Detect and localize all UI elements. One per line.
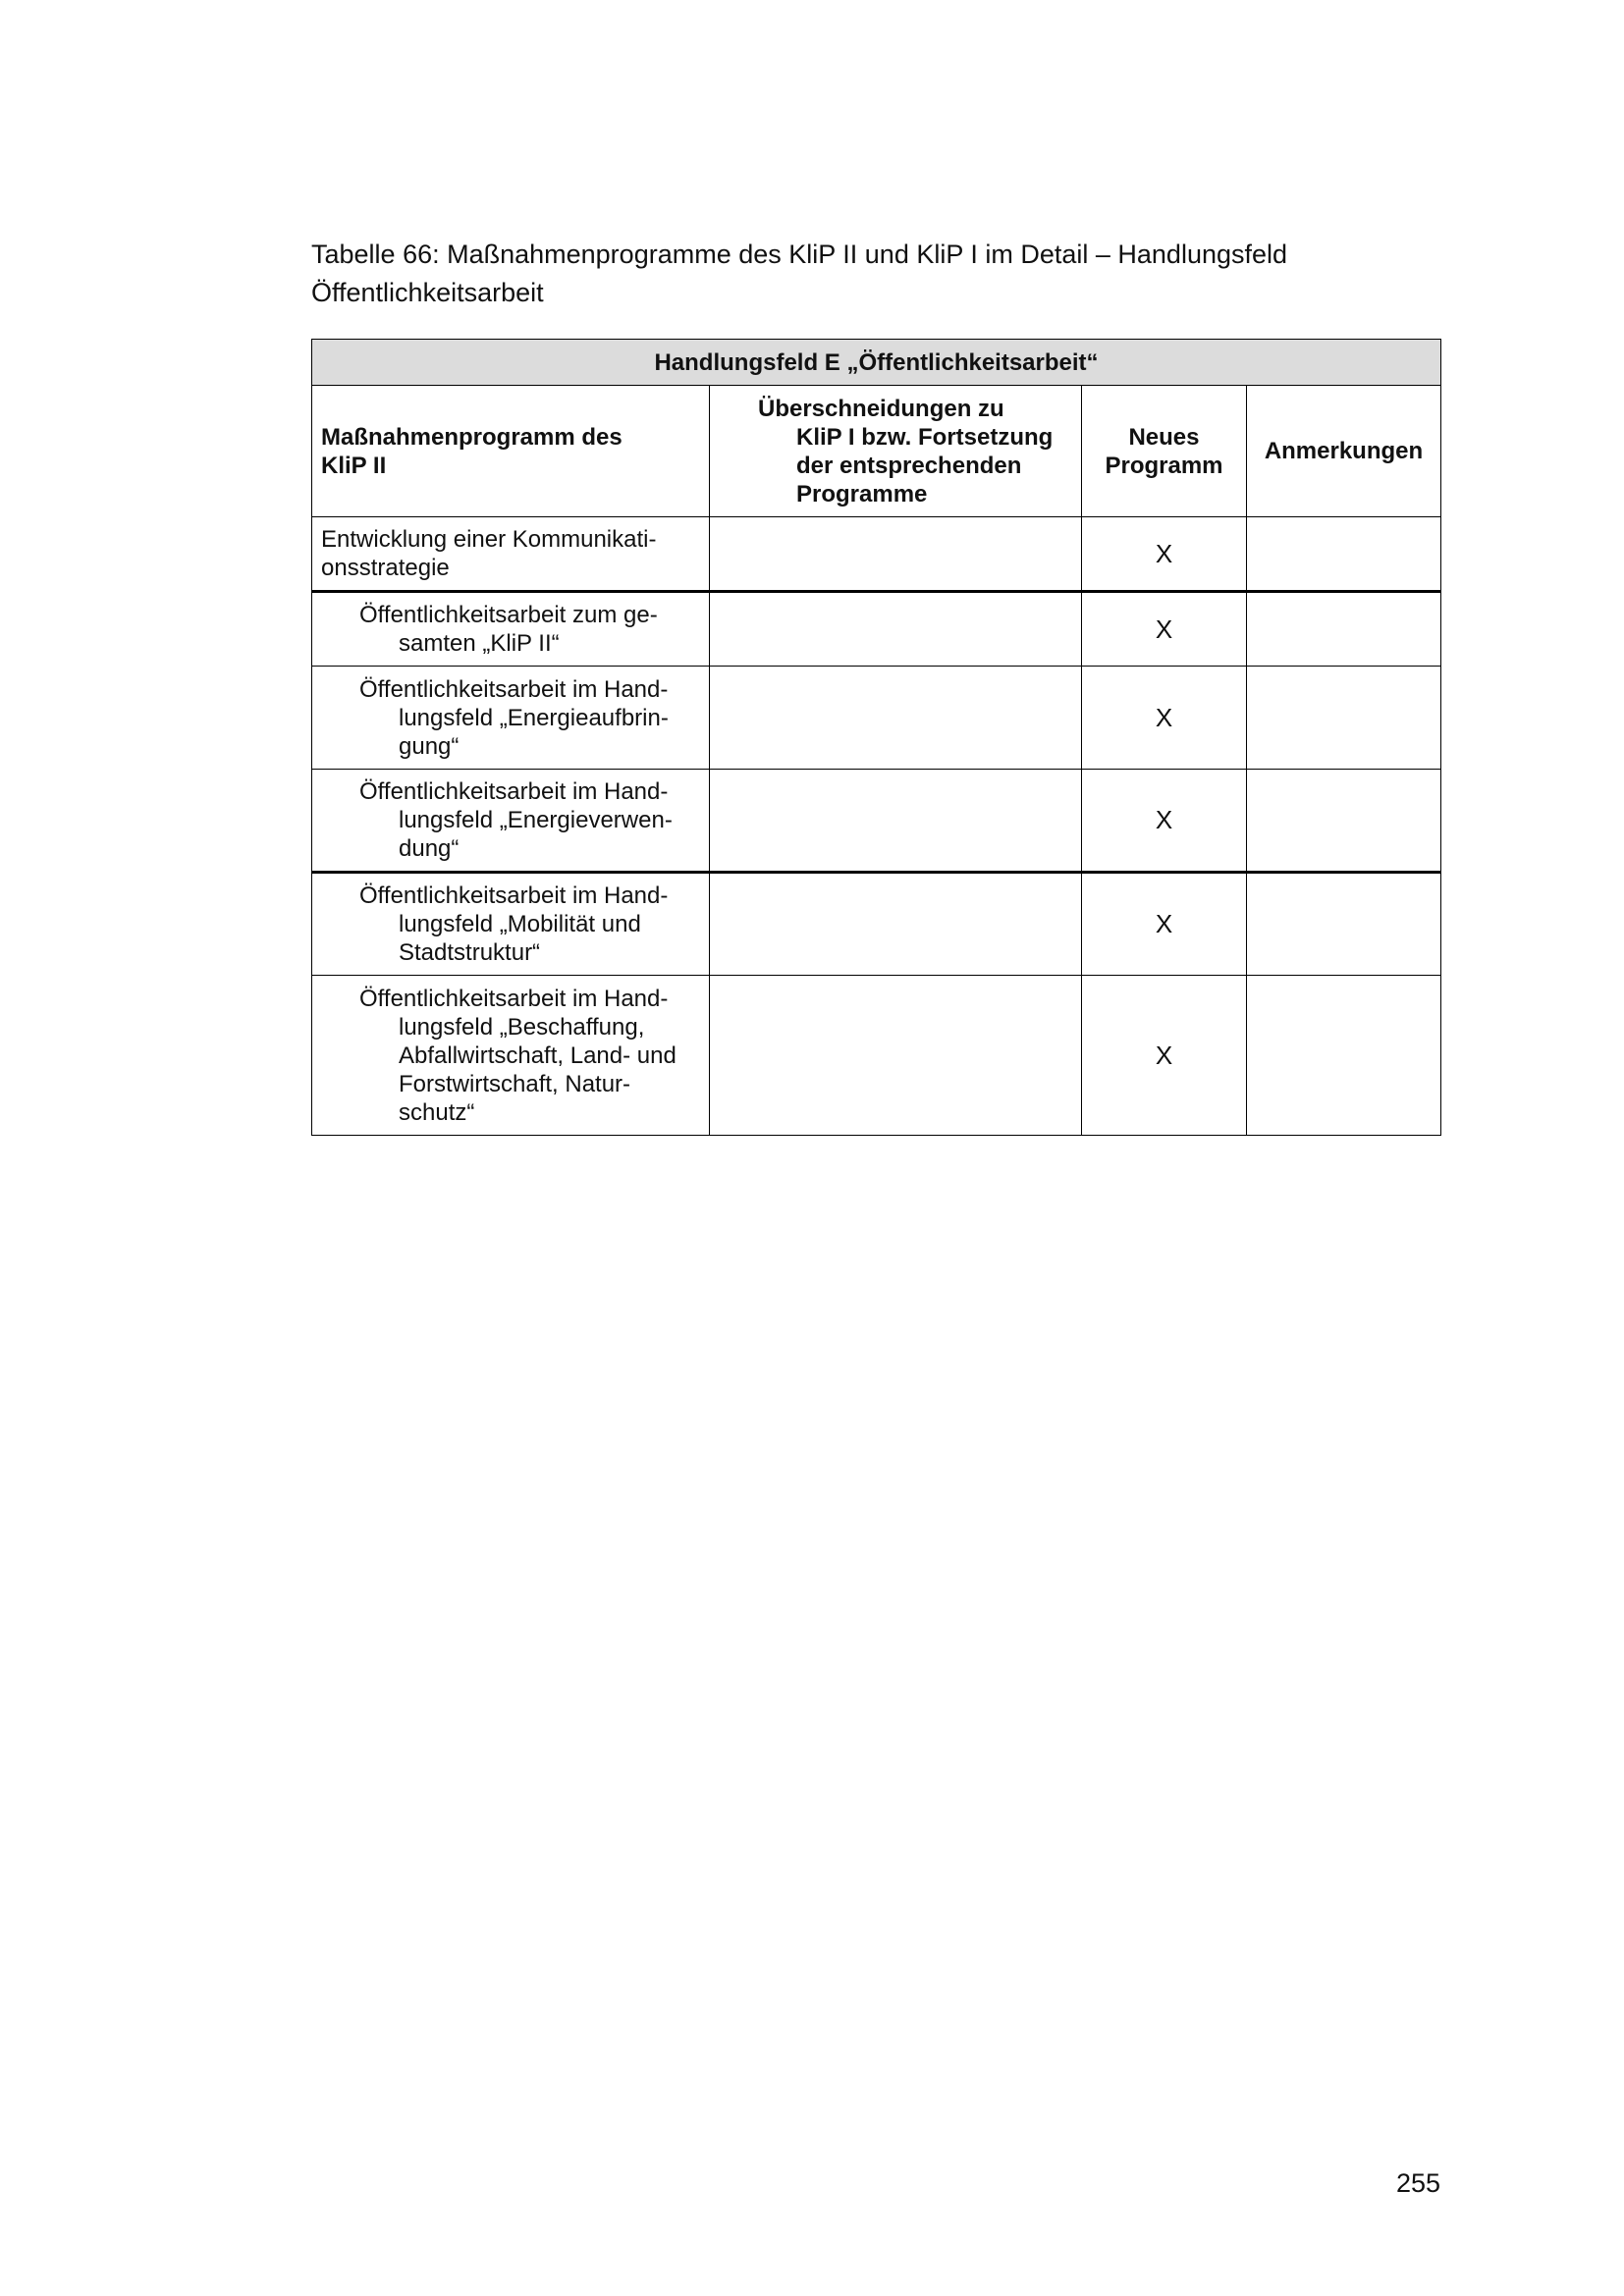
overlap-cell (710, 667, 1082, 770)
notes-cell (1247, 976, 1441, 1136)
table-row (312, 770, 1441, 873)
new-programme-mark: X (1082, 976, 1247, 1136)
new-programme-mark: X (1082, 592, 1247, 667)
table-row (312, 667, 1441, 770)
new-programme-mark: X (1082, 667, 1247, 770)
programme-cell: Öffentlichkeitsarbeit im Hand- lungsfeld „Mobilität und Stadtstruktur“ (312, 873, 710, 976)
table-row (312, 873, 1441, 976)
page-number: 255 (1395, 2168, 1440, 2198)
notes-cell (1247, 517, 1441, 592)
table-row (312, 976, 1441, 1136)
new-programme-mark: X (1082, 873, 1247, 976)
header-neues-programm: Neues Programm (1082, 386, 1247, 517)
table-row (312, 592, 1441, 667)
table-band-row (312, 340, 1441, 386)
programme-cell: Öffentlichkeitsarbeit im Hand- lungsfeld „Energieverwen- dung“ (312, 770, 710, 873)
measures-table (311, 339, 1441, 1136)
header-anmerkungen: Anmerkungen (1247, 386, 1441, 517)
header-ueberschneidungen: Überschneidungen zu KliP I bzw. Fortsetzung der entsprechenden Programme (710, 386, 1082, 517)
notes-cell (1247, 592, 1441, 667)
header-massnahmenprogramm: Maßnahmenprogramm des KliP II (312, 386, 710, 517)
overlap-cell (710, 873, 1082, 976)
caption-line-1: Tabelle 66: Maßnahmenprogramme des KliP II und KliP I im Detail – Handlungsfeld (311, 240, 1288, 269)
caption-line-2: Öffentlichkeitsarbeit (311, 278, 544, 307)
new-programme-mark: X (1082, 517, 1247, 592)
band-title: Handlungsfeld E „Öffentlichkeitsarbeit“ (312, 340, 1441, 386)
programme-cell: Öffentlichkeitsarbeit zum ge- samten „KliP II“ (312, 592, 710, 667)
overlap-cell (710, 770, 1082, 873)
table-header-row (312, 386, 1441, 517)
overlap-cell (710, 517, 1082, 592)
overlap-cell (710, 592, 1082, 667)
table-caption (311, 236, 1440, 312)
programme-cell: Öffentlichkeitsarbeit im Hand- lungsfeld „Energieaufbrin- gung“ (312, 667, 710, 770)
overlap-cell (710, 976, 1082, 1136)
notes-cell (1247, 770, 1441, 873)
notes-cell (1247, 667, 1441, 770)
programme-cell: Öffentlichkeitsarbeit im Hand- lungsfeld „Beschaffung, Abfallwirtschaft, Land- und Forstwirtschaft, Natur- schutz“ (312, 976, 710, 1136)
programme-cell: Entwicklung einer Kommunikati- onsstrategie (312, 517, 710, 592)
notes-cell (1247, 873, 1441, 976)
table-row (312, 517, 1441, 592)
new-programme-mark: X (1082, 770, 1247, 873)
